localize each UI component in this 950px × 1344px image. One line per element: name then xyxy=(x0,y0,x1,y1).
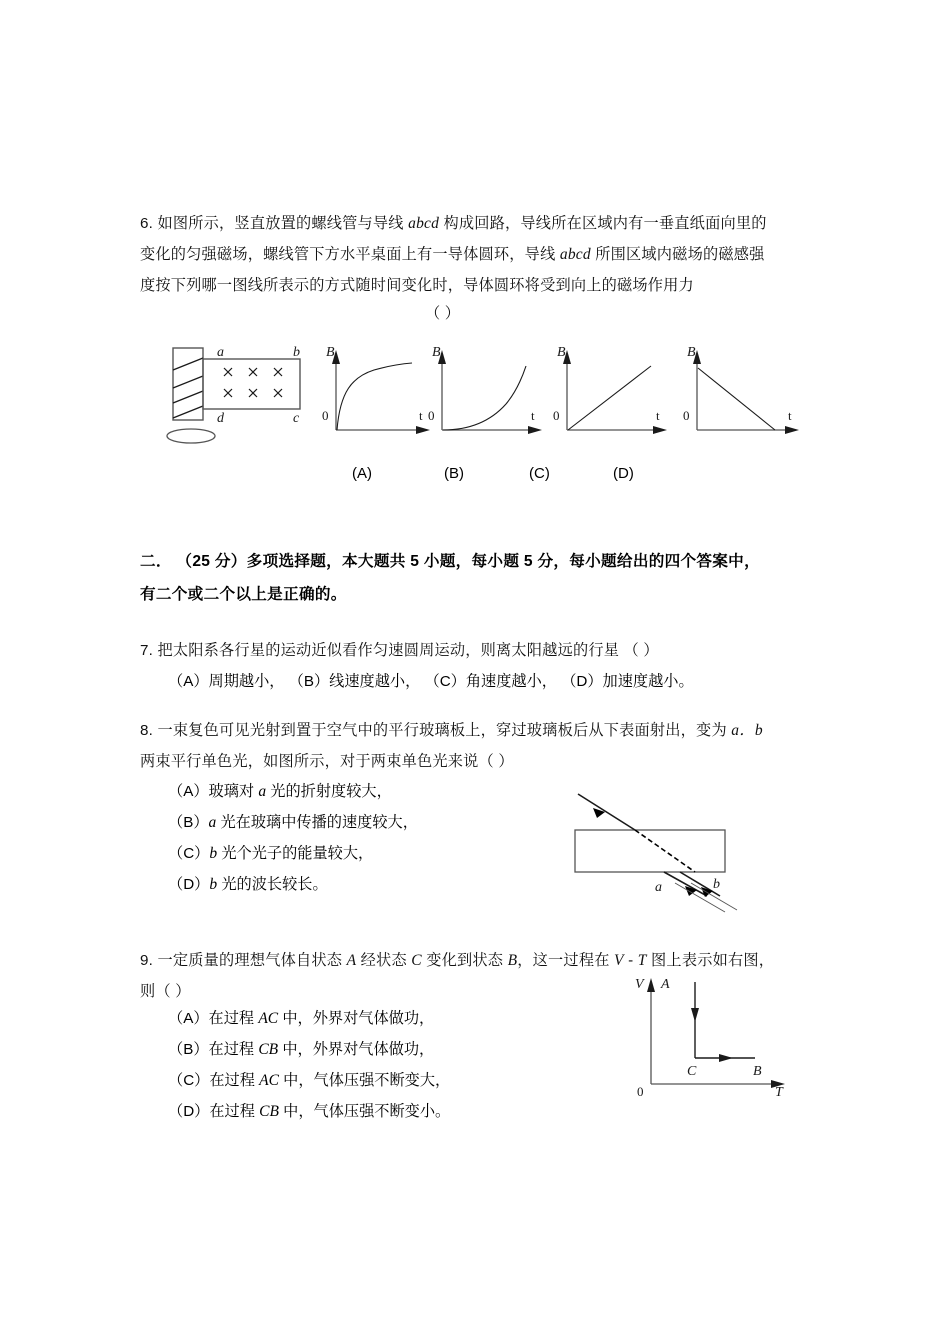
label-c: c xyxy=(293,411,300,426)
question-9-option-a-text-a: 在过程 xyxy=(208,1010,259,1027)
graph-b-x-axis-label: t xyxy=(531,408,535,423)
graph-a-origin-label: 0 xyxy=(322,408,329,423)
graph-d-x-axis-label: t xyxy=(788,408,792,423)
question-8-stem xyxy=(140,715,840,777)
question-9-option-c-text-b: 中，气体压强不断变大， xyxy=(278,1072,451,1089)
ray-a-label: a xyxy=(655,880,662,895)
question-6-graph-b xyxy=(428,342,548,438)
label-b: b xyxy=(293,345,300,360)
conducting-ring xyxy=(167,429,215,443)
question-6-line1-text-a: 如图所示，竖直放置的螺线管与导线 xyxy=(157,215,409,232)
question-9-option-c-italic: AC xyxy=(259,1072,279,1089)
question-9-state-c: C xyxy=(411,952,422,969)
question-9-option-c[interactable] xyxy=(168,1065,588,1096)
question-9-option-a-italic: AC xyxy=(258,1010,279,1027)
graph-d-x-arrow-icon xyxy=(785,426,799,434)
vt-origin-label: 0 xyxy=(637,1084,644,1099)
question-6-line1-text-b: 构成回路，导线所在区域内有一垂直纸面向里的 xyxy=(439,215,767,232)
ray-b-label: b xyxy=(713,877,720,892)
field-region-loop-abcd xyxy=(203,359,300,409)
question-8-option-d-label: （D） xyxy=(168,876,210,893)
section-2-heading-line-1: 二． （25 分）多项选择题，本大题共 5 小题，每小题 5 分，每小题给出的四个答案中， xyxy=(140,553,760,570)
coil-turn-icon xyxy=(173,406,203,418)
question-8-option-b-text-b: 光在玻璃中传播的速度较大， xyxy=(216,814,418,831)
question-9-vt-diagram xyxy=(625,972,805,1100)
question-9-option-d[interactable] xyxy=(168,1096,588,1127)
graph-b-x-arrow-icon xyxy=(528,426,542,434)
question-6-graph-c xyxy=(553,342,673,438)
graph-b-curve xyxy=(443,366,526,430)
question-8-option-c-label: （C） xyxy=(168,845,210,862)
question-9-axis-v: V xyxy=(614,952,624,969)
question-8-option-b[interactable] xyxy=(168,807,568,838)
question-8-option-b-label: （B） xyxy=(168,814,209,831)
question-6-line-2 xyxy=(140,239,840,270)
question-9-option-b-text-a: 在过程 xyxy=(208,1041,259,1058)
question-7-stem xyxy=(140,635,850,666)
question-9-option-d-italic: CB xyxy=(259,1103,279,1120)
incident-ray xyxy=(578,794,635,830)
graph-label-d[interactable]: (D) xyxy=(613,465,634,482)
question-9-axis-t: T xyxy=(637,952,647,969)
graph-d-line xyxy=(698,368,775,430)
vt-x-axis-label: T xyxy=(775,1085,783,1100)
label-d: d xyxy=(217,411,224,426)
question-9-options xyxy=(168,1003,588,1127)
question-8-line-1 xyxy=(140,715,840,746)
question-9-option-d-text-b: 中，气体压强不断变小。 xyxy=(278,1103,451,1120)
vt-point-b-label: B xyxy=(753,1064,762,1079)
question-9-option-b-label: （B） xyxy=(168,1041,209,1058)
question-8-option-c-text-b: 光个光子的能量较大， xyxy=(217,845,374,862)
graph-label-b[interactable]: (B) xyxy=(444,465,464,482)
question-7-options[interactable]: （A）周期越小， （B）线速度越小， （C）角速度越小， （D）加速度越小。 xyxy=(168,673,694,690)
graph-c-x-axis-label: t xyxy=(656,408,660,423)
vt-point-a-label: A xyxy=(661,977,670,992)
solenoid-body xyxy=(173,348,203,420)
question-6-line2-italic: abcd xyxy=(559,246,591,263)
question-9-state-a: A xyxy=(346,952,357,969)
question-9-option-b[interactable] xyxy=(168,1034,588,1065)
question-8-option-c[interactable] xyxy=(168,838,568,869)
question-8-option-b-italic: a xyxy=(208,814,217,831)
graph-a-curve xyxy=(337,363,412,430)
question-9-line1-text-a: 一定质量的理想气体自状态 xyxy=(157,952,347,969)
question-6-line-1 xyxy=(140,208,840,239)
question-8-option-d-italic: b xyxy=(209,876,218,893)
question-8-option-a-text-a: 玻璃对 xyxy=(208,783,259,800)
graph-label-c[interactable]: (C) xyxy=(529,465,550,482)
question-9-option-b-text-b: 中，外界对气体做功， xyxy=(278,1041,435,1058)
question-8-options xyxy=(168,776,568,900)
vt-point-c-label: C xyxy=(687,1064,697,1079)
magnetic-field-into-page-symbols xyxy=(224,368,282,397)
graph-b-origin-label: 0 xyxy=(428,408,435,423)
question-9-option-a[interactable] xyxy=(168,1003,588,1034)
graph-d-origin-label: 0 xyxy=(683,408,690,423)
question-9-option-d-label: （D） xyxy=(168,1103,210,1120)
question-6-number: 6. xyxy=(140,215,154,232)
question-9-option-c-text-a: 在过程 xyxy=(209,1072,260,1089)
question-9-number: 9. xyxy=(140,952,154,969)
question-8-option-d-text-b: 光的波长较长。 xyxy=(217,876,328,893)
question-9-option-b-italic: CB xyxy=(258,1041,279,1058)
graph-d-y-axis-label: B xyxy=(687,345,696,360)
question-9-line1-text-d: ，这一过程在 xyxy=(517,952,615,969)
question-8-option-d[interactable] xyxy=(168,869,568,900)
question-8-line1-italic: a．b xyxy=(731,722,763,739)
process-ac-arrow-icon xyxy=(691,1008,699,1022)
graph-label-a[interactable]: (A) xyxy=(352,465,372,482)
section-2-heading xyxy=(140,545,850,611)
vt-y-arrow-icon xyxy=(647,978,655,992)
section-2-heading-line-2: 有二个或二个以上是正确的。 xyxy=(140,586,347,603)
question-8-option-a-italic: a xyxy=(258,783,267,800)
question-8-number: 8. xyxy=(140,722,154,739)
coil-turn-icon xyxy=(173,391,203,403)
question-9-state-b: B xyxy=(507,952,518,969)
question-6-circuit-figure xyxy=(165,340,330,450)
process-cb-arrow-icon xyxy=(719,1054,733,1062)
graph-a-y-axis-label: B xyxy=(326,345,335,360)
coil-turn-icon xyxy=(173,376,203,388)
graph-c-x-arrow-icon xyxy=(653,426,667,434)
coil-turn-icon xyxy=(173,358,203,370)
question-9-line1-text-b: 经状态 xyxy=(356,952,412,969)
question-6-line-3: 度按下列哪一图线所表示的方式随时间变化时，导体圆环将受到向上的磁场作用力 xyxy=(140,277,694,294)
graph-b-y-axis-label: B xyxy=(432,345,441,360)
question-8-option-a-text-b: 光的折射度较大， xyxy=(266,783,392,800)
question-9-option-a-label: （A） xyxy=(168,1010,209,1027)
graph-c-line xyxy=(568,366,651,430)
question-6-line2-text-a: 变化的匀强磁场，螺线管下方水平桌面上有一导体圆环，导线 xyxy=(140,246,560,263)
question-7-number: 7. xyxy=(140,642,154,659)
question-9-line1-text-c: 变化到状态 xyxy=(421,952,508,969)
question-7-text: 把太阳系各行星的运动近似看作匀速圆周运动，则离太阳越远的行星 （ ） xyxy=(157,642,659,659)
label-a: a xyxy=(217,345,224,360)
question-6-graph-a xyxy=(322,342,434,438)
question-9-line-2[interactable]: 则（ ） xyxy=(140,983,191,1000)
graph-c-y-axis-label: B xyxy=(557,345,566,360)
question-9-option-a-text-b: 中，外界对气体做功， xyxy=(278,1010,435,1027)
question-6-line2-text-b: 所围区域内磁场的磁感强 xyxy=(590,246,765,263)
question-6-stem xyxy=(140,208,840,301)
question-8-option-c-italic: b xyxy=(209,845,218,862)
question-9-line1-text-e: 图上表示如右图， xyxy=(646,952,775,969)
question-9-option-d-text-a: 在过程 xyxy=(209,1103,260,1120)
graph-c-origin-label: 0 xyxy=(553,408,560,423)
question-8-option-a[interactable] xyxy=(168,776,568,807)
graph-a-x-axis-label: t xyxy=(419,408,423,423)
question-8-line1-text-a: 一束复色可见光射到置于空气中的平行玻璃板上，穿过玻璃板后从下表面射出，变为 xyxy=(157,722,732,739)
question-6-graph-d xyxy=(683,342,805,438)
question-9-axis-dash: - xyxy=(623,952,638,969)
question-8-glass-plate-figure xyxy=(565,790,755,920)
ray-inside-glass xyxy=(635,830,695,872)
question-6-answer-bracket[interactable]: （ ） xyxy=(425,305,461,322)
question-6-line1-italic: abcd xyxy=(408,215,440,232)
glass-plate xyxy=(575,830,725,872)
vt-y-axis-label: V xyxy=(635,977,644,992)
question-9-option-c-label: （C） xyxy=(168,1072,210,1089)
question-8-line-2: 两束平行单色光，如图所示，对于两束单色光来说（ ） xyxy=(140,753,514,770)
question-8-option-a-label: （A） xyxy=(168,783,209,800)
